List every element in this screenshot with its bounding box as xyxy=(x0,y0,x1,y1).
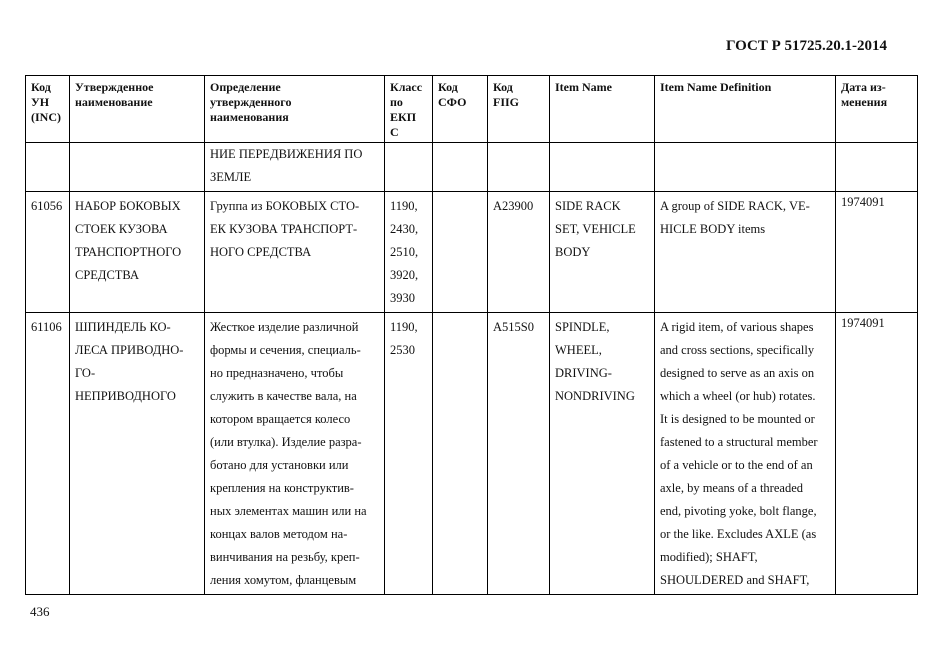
table-row xyxy=(26,143,918,192)
cell-name: НАБОР БОКОВЫХ СТОЕК КУЗОВА ТРАНСПОРТНОГО СРЕДСТВА xyxy=(70,192,205,313)
cell-date xyxy=(836,143,918,192)
cell-inc xyxy=(26,143,70,192)
cell-item-definition: A rigid item, of various shapes and cross sections, specifically designed to serve as an axis on which a wheel (or hub) rotates. It is designed to be mounted or fastened to a structural member of a vehicle or to the end of an axle, by means of a threaded end, pivoting yoke, bolt flange, or the like. Excludes AXLE (as modified); SHAFT, SHOULDERED and SHAFT, xyxy=(655,313,836,595)
col-header-definition: Определение утвержденного наименования xyxy=(205,76,385,143)
col-header-date: Дата из- менения xyxy=(836,76,918,143)
col-header-item-definition: Item Name Definition xyxy=(655,76,836,143)
cell-item-name: SIDE RACK SET, VEHICLE BODY xyxy=(550,192,655,313)
col-header-class: Класс по ЕКП С xyxy=(385,76,433,143)
cell-definition: НИЕ ПЕРЕДВИЖЕНИЯ ПО ЗЕМЛЕ xyxy=(205,143,385,192)
col-header-approved-name: Утвержденное наименование xyxy=(70,76,205,143)
cell-date: 1974091 xyxy=(836,313,918,595)
cell-item-definition: A group of SIDE RACK, VE- HICLE BODY items xyxy=(655,192,836,313)
cell-inc: 61106 xyxy=(26,313,70,595)
cell-definition: Группа из БОКОВЫХ СТО- ЕК КУЗОВА ТРАНСПОРТ- НОГО СРЕДСТВА xyxy=(205,192,385,313)
cell-item-definition xyxy=(655,143,836,192)
cell-class: 1190, 2530 xyxy=(385,313,433,595)
col-header-fiig: Код FIIG xyxy=(488,76,550,143)
cell-inc: 61056 xyxy=(26,192,70,313)
cell-class xyxy=(385,143,433,192)
cell-fiig: A515S0 xyxy=(488,313,550,595)
cell-name: ШПИНДЕЛЬ КО- ЛЕСА ПРИВОДНО- ГО- НЕПРИВОДНОГО xyxy=(70,313,205,595)
cell-sfo xyxy=(433,313,488,595)
table-header-row xyxy=(26,76,918,143)
col-header-inc: Код УН (INC) xyxy=(26,76,70,143)
standard-designation: ГОСТ Р 51725.20.1-2014 xyxy=(725,38,887,54)
cell-class: 1190, 2430, 2510, 3920, 3930 xyxy=(385,192,433,313)
page-number: 436 xyxy=(30,604,50,619)
cell-date: 1974091 xyxy=(836,192,918,313)
cell-item-name xyxy=(550,143,655,192)
col-header-sfo: Код СФО xyxy=(433,76,488,143)
cell-name xyxy=(70,143,205,192)
catalog-table xyxy=(25,75,918,595)
cell-item-name: SPINDLE, WHEEL, DRIVING- NONDRIVING xyxy=(550,313,655,595)
cell-fiig xyxy=(488,143,550,192)
table-row xyxy=(26,192,918,313)
cell-sfo xyxy=(433,143,488,192)
cell-sfo xyxy=(433,192,488,313)
cell-fiig: A23900 xyxy=(488,192,550,313)
table-row xyxy=(26,313,918,595)
cell-definition: Жесткое изделие различной формы и сечения, специаль- но предназначено, чтобы служить в качестве вала, на котором вращается колесо (или втулка). Изделие разра- ботано для установки или крепления на конструктив- ных элементах машин или на концах валов методом на- винчивания на резьбу, креп- ления хомутом, фланцевым xyxy=(205,313,385,595)
col-header-item-name: Item Name xyxy=(550,76,655,143)
